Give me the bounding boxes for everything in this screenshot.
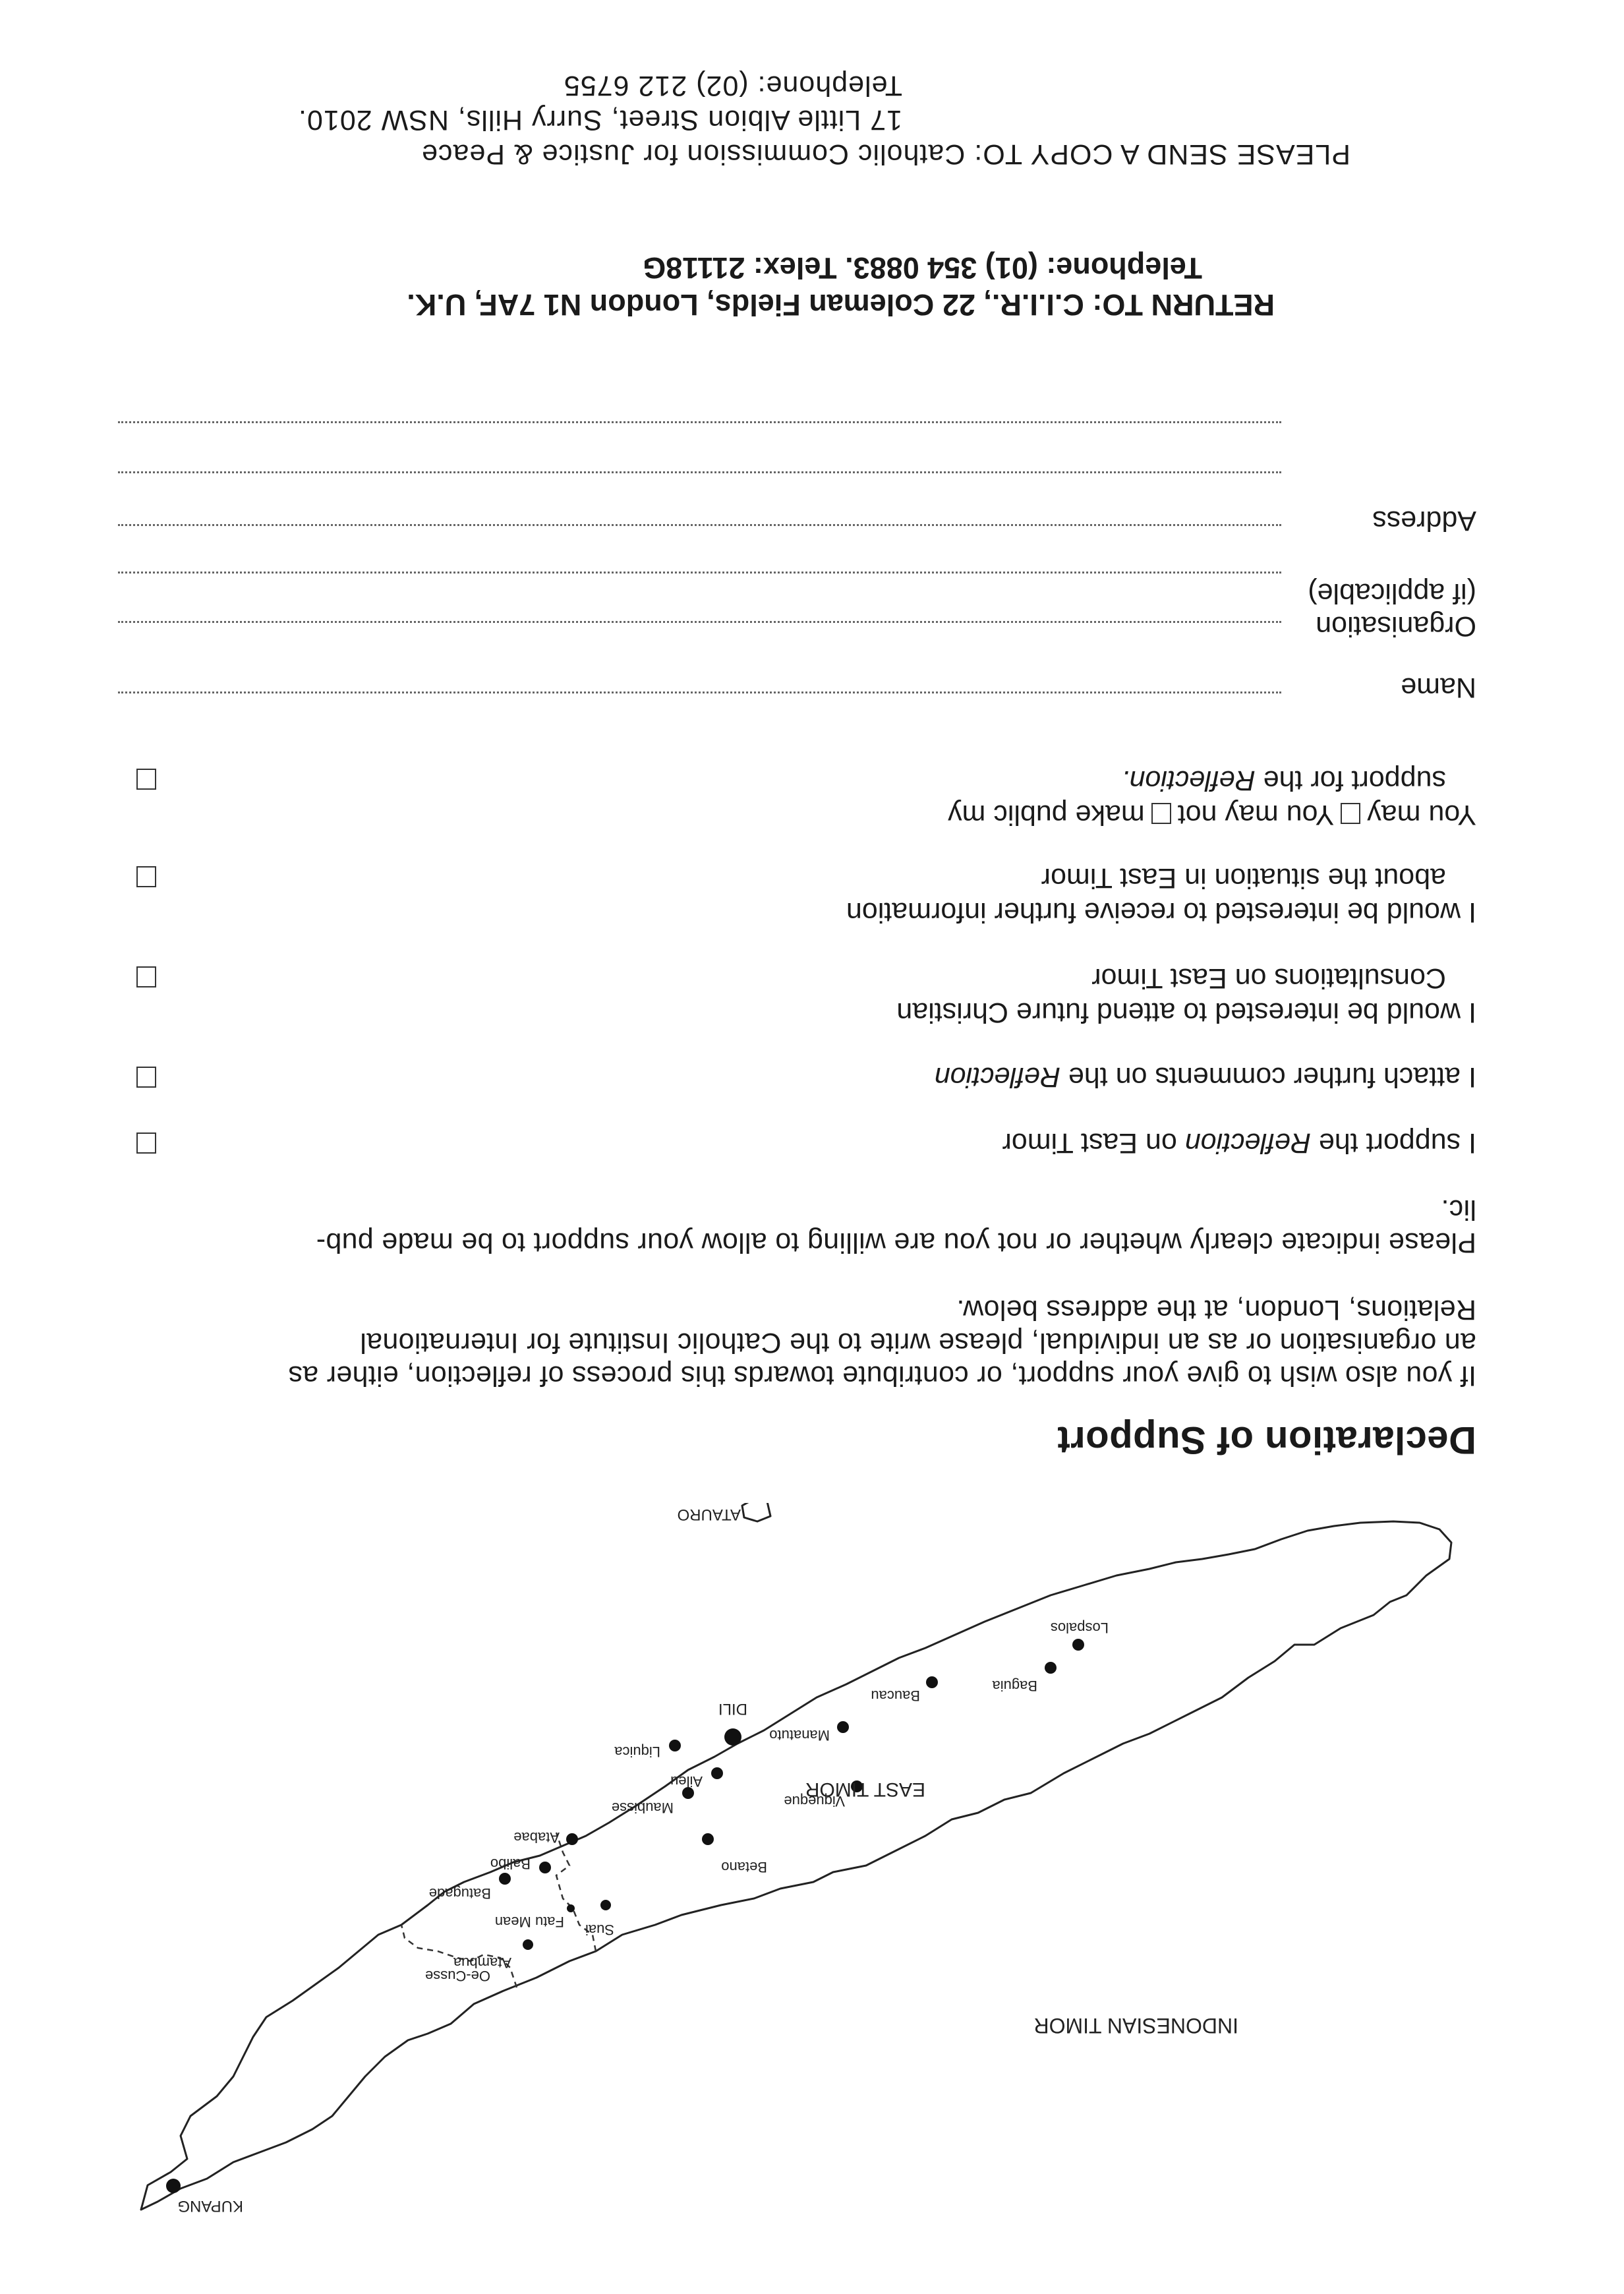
town-dot-betano	[702, 1833, 714, 1845]
option-text-line	[948, 763, 1476, 798]
town-dot-fatu-mean	[567, 1904, 575, 1912]
atauro-island	[742, 1503, 770, 1521]
label-maubisse: Maubisse	[611, 1800, 674, 1816]
information-checkbox[interactable]	[136, 866, 156, 887]
option-attend-consultations	[145, 957, 1476, 1030]
label-atambua: Atambua	[453, 1955, 511, 1971]
option-text	[896, 961, 1476, 1030]
town-dot-kupang	[166, 2179, 181, 2193]
town-dot-atambua	[523, 1939, 533, 1950]
make-public-checkbox[interactable]	[136, 769, 156, 790]
indicate-paragraph	[152, 1193, 1476, 1259]
label-oe-cusse: Oe-Cusse	[424, 1968, 490, 1984]
intro-line: If you also wish to give your support, or contribute towards this process of reflection, either as	[288, 1360, 1476, 1392]
indicate-line: lic.	[1441, 1194, 1476, 1225]
option-text-line: about the situation in East Timor	[1041, 862, 1446, 894]
label-viqueque: Viqueque	[784, 1793, 845, 1809]
intro-paragraph	[152, 1293, 1476, 1392]
option-text	[935, 1060, 1476, 1094]
label-baguia: Baguia	[992, 1678, 1037, 1694]
option-text-line: I would be interested to attend future Christian	[896, 997, 1476, 1028]
option-text-part: You may not	[1177, 799, 1335, 831]
return-address-line: RETURN TO: C.I.I.R., 22 Coleman Fields, London N1 7AF, U.K.	[407, 288, 1275, 322]
address-field-line-2[interactable]	[118, 471, 1281, 473]
option-further-information	[145, 857, 1476, 929]
label-lospalos: Lospalos	[1050, 1620, 1109, 1636]
organisation-field-line-2[interactable]	[118, 572, 1281, 574]
label-aileu: Aileu	[670, 1773, 703, 1790]
timor-map-graphic	[0, 1503, 1624, 2294]
option-attach-comments	[145, 1055, 1476, 1094]
support-checkbox[interactable]	[136, 1132, 156, 1154]
option-text	[846, 861, 1476, 929]
organisation-note: (if applicable)	[1308, 577, 1476, 609]
copy-telephone: Telephone: (02) 212 6755	[563, 70, 902, 102]
option-text-line: I would be interested to receive further information	[846, 897, 1476, 928]
timor-map	[0, 1503, 1624, 2294]
town-dot-baucau	[926, 1676, 938, 1688]
you-may-not-checkbox[interactable]	[1151, 803, 1171, 824]
label-atabae: Atabae	[513, 1829, 560, 1846]
option-text-emphasis: Reflection	[1184, 1127, 1311, 1159]
town-dot-batugade	[499, 1873, 511, 1885]
address-field[interactable]	[118, 524, 1281, 526]
town-dot-liquica	[669, 1740, 681, 1751]
option-text-part: make public my	[948, 799, 1145, 831]
organisation-label-text: Organisation	[1316, 610, 1476, 642]
copy-address	[230, 69, 1350, 171]
copy-address-line: PLEASE SEND A COPY TO: Catholic Commission for Justice & Peace	[421, 138, 1350, 170]
name-label: Name	[1401, 672, 1476, 703]
option-text-part: on East Timor	[1002, 1127, 1185, 1159]
island-outline	[141, 1521, 1451, 2210]
label-suai: Suai	[585, 1922, 614, 1938]
label-dili: DILI	[718, 1700, 747, 1718]
return-address	[286, 249, 1275, 323]
option-text-part: support for the	[1255, 765, 1446, 796]
label-liquica: Liquica	[614, 1744, 660, 1760]
label-batugade: Batugade	[428, 1885, 491, 1902]
option-text-part: I support the	[1311, 1127, 1476, 1159]
option-text	[1002, 1126, 1476, 1160]
option-text-emphasis: Reflection.	[1121, 765, 1256, 796]
label-balibo: Balibo	[490, 1856, 531, 1872]
town-dot-dili	[724, 1728, 741, 1746]
organisation-field[interactable]	[118, 621, 1281, 623]
address-field-line-3[interactable]	[118, 421, 1281, 423]
option-make-public	[145, 759, 1476, 832]
town-dot-aileu	[711, 1767, 723, 1779]
label-baucau: Baucau	[871, 1688, 920, 1704]
town-dot-atabae	[566, 1833, 578, 1845]
option-text	[948, 763, 1476, 832]
label-kupang: KUPANG	[177, 2197, 243, 2215]
consultations-checkbox[interactable]	[136, 966, 156, 987]
copy-address-line: 17 Little Albion Street, Surry Hills, NSW 2010.	[298, 104, 902, 136]
town-dot-manatuto	[837, 1721, 849, 1733]
label-atauro: ATAURO	[677, 1506, 741, 1523]
option-support-reflection	[145, 1121, 1476, 1160]
option-text-emphasis: Reflection	[934, 1061, 1061, 1093]
option-text-part: You may	[1367, 799, 1476, 831]
label-manatuto: Manatuto	[769, 1727, 830, 1744]
town-dot-suai	[600, 1900, 611, 1910]
option-text-line: Consultations on East Timor	[1091, 962, 1446, 994]
label-east-timor: EAST TIMOR	[805, 1779, 925, 1800]
intro-line: an organisation or as an individual, please write to the Catholic Institute for International	[360, 1327, 1476, 1359]
comments-checkbox[interactable]	[136, 1067, 156, 1088]
label-indonesian-timor: INDONESIAN TIMOR	[1033, 2014, 1238, 2038]
indicate-line: Please indicate clearly whether or not you are willing to allow your support to be made pub-	[316, 1227, 1476, 1258]
intro-line: Relations, London, at the address below.	[956, 1294, 1476, 1326]
label-betano: Betano	[721, 1859, 767, 1875]
label-fatu-mean: Fatu Mean	[494, 1914, 564, 1930]
name-field[interactable]	[118, 691, 1281, 693]
declaration-title: Declaration of Support	[1057, 1419, 1476, 1461]
town-dot-lospalos	[1072, 1639, 1084, 1651]
option-text-part: I attach further comments on the	[1060, 1061, 1476, 1093]
address-label: Address	[1372, 505, 1476, 537]
town-dot-baguia	[1045, 1662, 1057, 1674]
option-text-line	[948, 798, 1476, 832]
organisation-label	[1308, 577, 1476, 643]
you-may-checkbox[interactable]	[1341, 803, 1360, 824]
town-dot-balibo	[539, 1862, 551, 1873]
return-telephone: Telephone: (01) 354 0883. Telex: 21118G	[643, 251, 1202, 285]
